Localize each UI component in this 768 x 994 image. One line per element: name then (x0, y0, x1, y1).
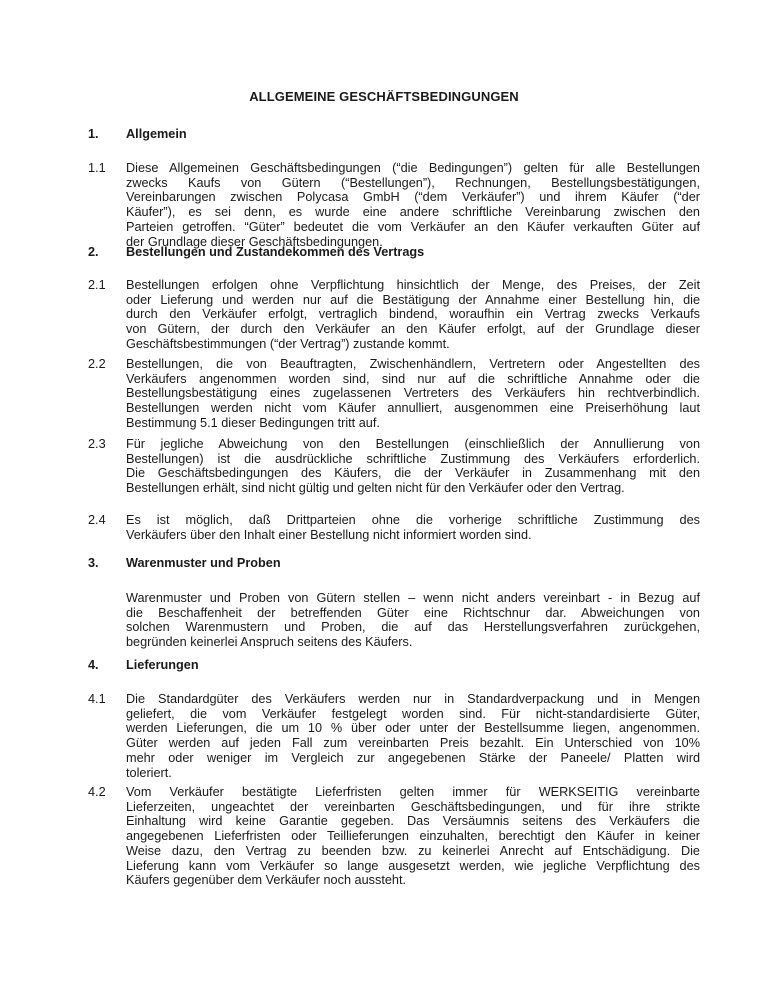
text-line: Vereinbarungen zwischen Polycasa GmbH (“dem Verkäufer”) und ihrem Käufer (“der (126, 190, 700, 205)
text-line: Verkäufers angenommen worden sind, sind nur auf die schriftliche Annahme oder die (126, 371, 700, 386)
clause-text (126, 513, 700, 542)
text-line: Diese Allgemeinen Geschäftsbedingungen (“die Bedingungen”) gelten für alle Bestellungen (126, 161, 700, 175)
text-line: werden Lieferungen, die um 10 % über oder unter der Bestellsumme liegen, angenommen. (126, 721, 700, 736)
section-number: 4. (88, 658, 99, 672)
text-line: die Beschaffenheit der betreffenden Güter eine Richtschnur dar. Abweichungen von (126, 605, 700, 620)
text-line: Parteien getroffen. “Güter” bedeutet die vom Verkäufer an den Käufer verkauften Güter auf (126, 219, 700, 234)
text-line: geliefert, die vom Verkäufer festgelegt worden sind. Für nicht-standardisierte Güter, (126, 706, 700, 721)
text-line: Vom Verkäufer bestätigte Lieferfristen gelten immer für WERKSEITIG vereinbarte (126, 785, 700, 799)
text-line: Bestellungen werden nicht vom Käufer annulliert, ausgenommen eine Preiserhöhung laut (126, 401, 700, 416)
text-line: Käufer”), es sei denn, es wurde eine andere schriftliche Vereinbarung zwischen den (126, 205, 700, 220)
clause-number: 2.1 (88, 278, 106, 292)
text-line: Es ist möglich, daß Drittparteien ohne die vorherige schriftliche Zustimmung des (126, 513, 700, 527)
clause-text (126, 591, 700, 650)
text-line: toleriert. (126, 765, 172, 780)
text-line: durch den Verkäufer erfolgt, vertraglich bindend, woraufhin ein Vertrag zwecks Verkaufs (126, 307, 700, 322)
clause-text (126, 357, 700, 431)
text-line: von Gütern, der durch den Verkäufer an den Käufer erfolgt, auf der Grundlage dieser (126, 322, 700, 337)
clause-number: 4.1 (88, 692, 106, 706)
clause-text (126, 785, 700, 888)
text-line: Warenmuster und Proben von Gütern stellen – wenn nicht anders vereinbart - in Bezug auf (126, 591, 700, 605)
section-number: 1. (88, 127, 99, 141)
text-line: Geschäftsbestimmungen (“der Vertrag”) zustande kommt. (126, 336, 450, 351)
text-line: Käufers gegenüber dem Verkäufer noch aussteht. (126, 873, 407, 888)
text-line: Verkäufers über den Inhalt einer Bestellung nicht informiert worden sind. (126, 527, 532, 542)
text-line: Bestellungen) ist die ausdrückliche schriftliche Zustimmung des Verkäufers erforderlich. (126, 451, 700, 466)
text-line: Bestellungsbestätigung eines zugelassenen Vertreters des Verkäufers hin rechtverbindlich. (126, 386, 700, 401)
text-line: Bestellungen, die von Beauftragten, Zwischenhändlern, Vertretern oder Angestellten des (126, 357, 700, 371)
clause-text (126, 161, 700, 249)
text-line: Einhaltung wird keine Garantie gegeben. Das Versäumnis seitens des Verkäufers die (126, 814, 700, 829)
clause-text (126, 278, 700, 352)
text-line: Für jegliche Abweichung von den Bestellungen (einschließlich der Annullierung von (126, 437, 700, 451)
section-number: 3. (88, 556, 99, 570)
text-line: begründen keinerlei Anspruch seitens des Käufers. (126, 635, 413, 650)
text-line: der Grundlage dieser Geschäftsbedingungen. (126, 234, 383, 249)
clause-number: 2.4 (88, 513, 106, 527)
section-number: 2. (88, 245, 99, 259)
text-line: oder Lieferung und werden nur auf die Bestätigung der Annahme einer Bestellung hin, die (126, 292, 700, 307)
clause-number: 1.1 (88, 161, 106, 175)
text-line: solchen Warenmustern und Proben, die auf das Herstellungsverfahren zurückgehen, (126, 620, 700, 635)
text-line: angegebenen Lieferfristen oder Teillieferungen einzuhalten, berechtigt den Käufer in keiner (126, 829, 700, 844)
clause-text (126, 437, 700, 496)
clause-number: 2.3 (88, 437, 106, 451)
text-line: Lieferzeiten, ungeachtet der vereinbarten Geschäftsbedingungen, und für ihre strikte (126, 799, 700, 814)
text-line: Lieferung kann vom Verkäufer so lange ausgesetzt werden, wie jegliche Verpflichtung des (126, 858, 700, 873)
text-line: zwecks Kaufs von Gütern (“Bestellungen”), Rechnungen, Bestellungsbestätigungen, (126, 175, 700, 190)
section-title: Warenmuster und Proben (126, 556, 281, 570)
text-line: Bestellungen erhält, sind nicht gültig und gelten nicht für den Verkäufer oder den Vertrag. (126, 481, 625, 496)
text-line: mehr oder weniger im Vergleich zur angegebenen Stärke der Paneele/ Platten wird (126, 750, 700, 765)
section-title: Lieferungen (126, 658, 199, 672)
clause-number: 2.2 (88, 357, 106, 371)
text-line: Bestellungen erfolgen ohne Verpflichtung hinsichtlich der Menge, des Preises, der Zeit (126, 278, 700, 292)
document-title: ALLGEMEINE GESCHÄFTSBEDINGUNGEN (249, 89, 519, 104)
text-line: Bestimmung 5.1 dieser Bedingungen tritt auf. (126, 415, 380, 430)
text-line: Weise dazu, den Vertrag zu beenden bzw. zu keinerlei Anrecht auf Entschädigung. Die (126, 843, 700, 858)
section-title: Allgemein (126, 127, 187, 141)
text-line: Die Geschäftsbedingungen des Käufers, die der Verkäufer in Zusammenhang mit den (126, 466, 700, 481)
text-line: Die Standardgüter des Verkäufers werden nur in Standardverpackung und in Mengen (126, 692, 700, 706)
clause-text (126, 692, 700, 780)
section-title: Bestellungen und Zustandekommen des Vertrags (126, 245, 425, 259)
text-line: Güter werden auf jeden Fall zum vereinbarten Preis bezahlt. Ein Unterschied von 10% (126, 736, 700, 751)
clause-number: 4.2 (88, 785, 106, 799)
